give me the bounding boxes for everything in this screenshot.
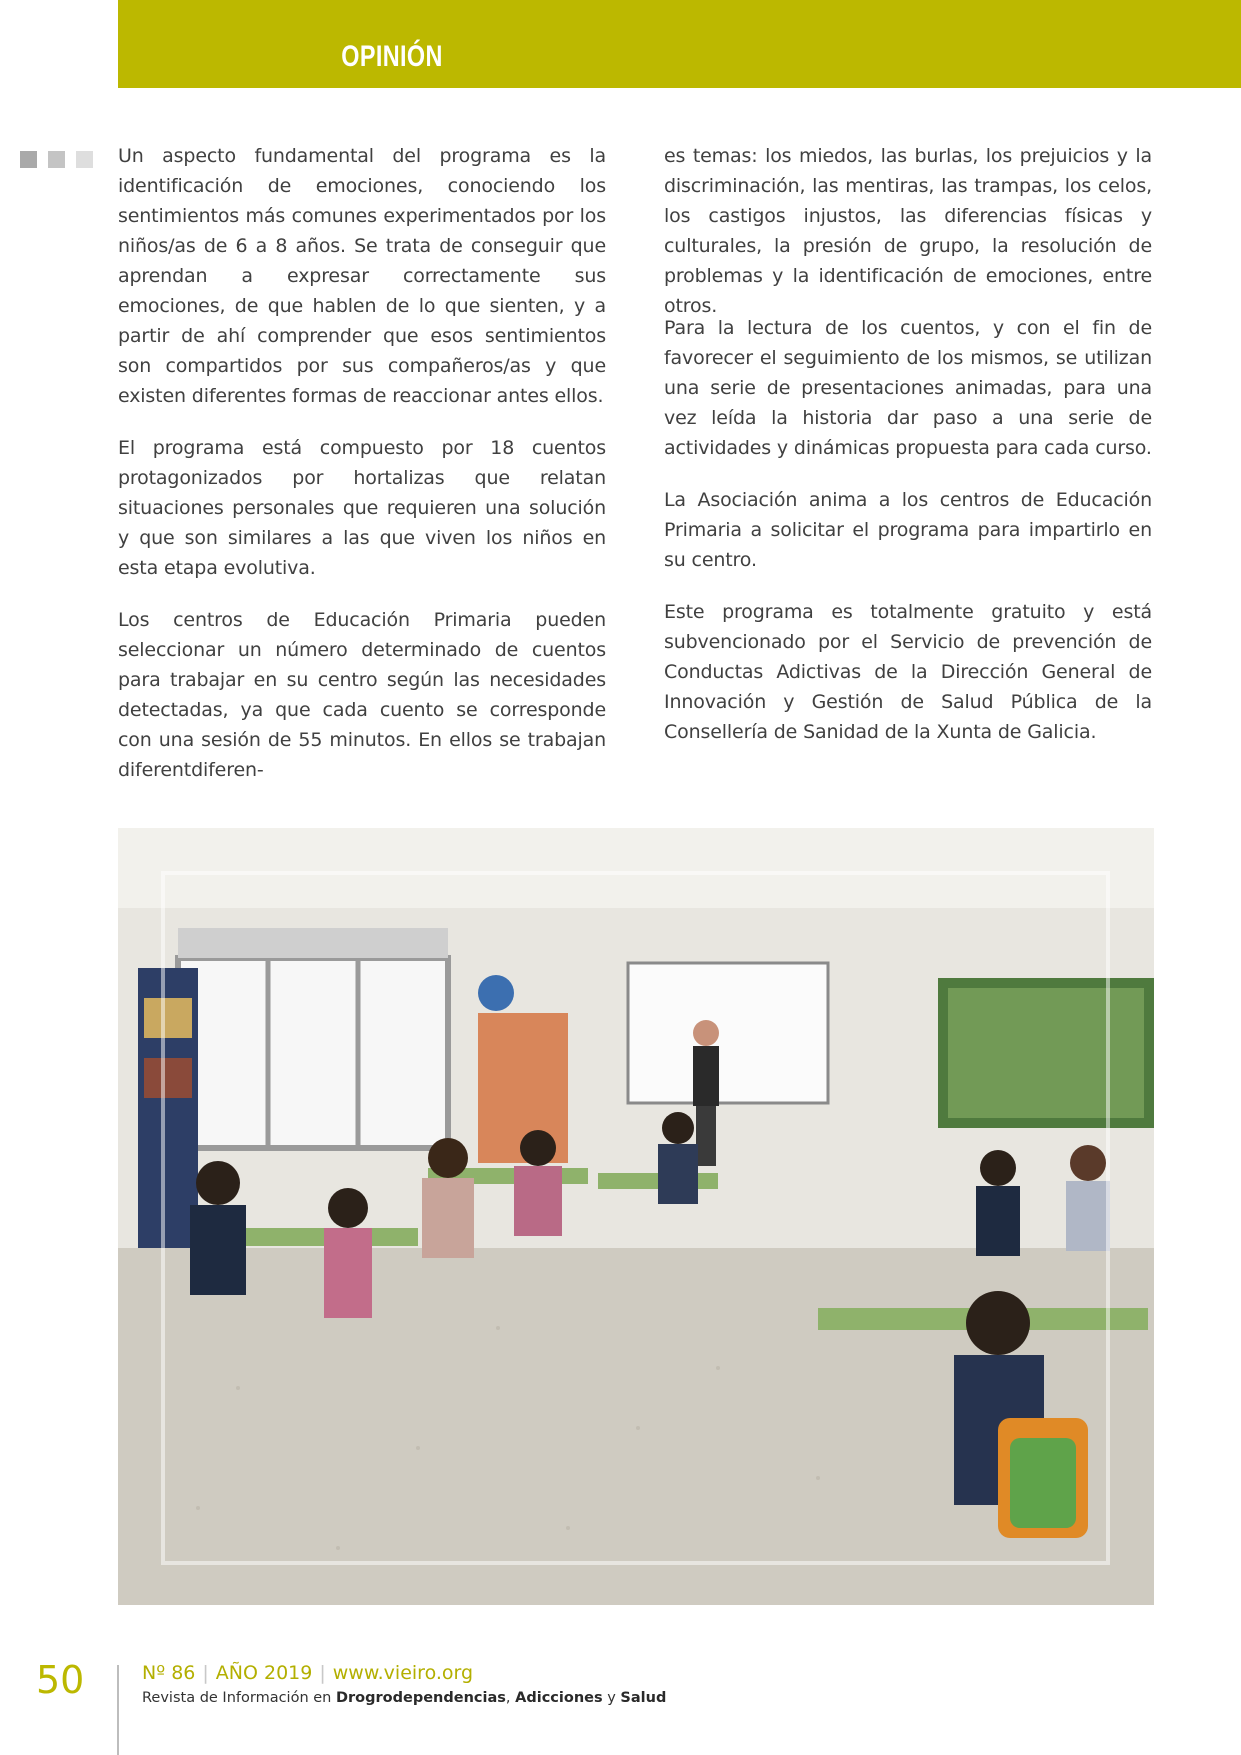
tagline-text: y bbox=[607, 1690, 616, 1706]
header-band bbox=[118, 0, 1241, 88]
paragraph: La Asociación anima a los centros de Educación Primaria a solicitar el programa para impartirlo en su centro. bbox=[664, 489, 1152, 571]
tagline-bold: Drogrodependencias bbox=[335, 1690, 506, 1706]
classroom-illustration bbox=[118, 828, 1154, 1605]
issue-year: AÑO 2019 bbox=[215, 1662, 313, 1684]
paragraph-continued: es temas: los miedos, las burlas, los prejuicios y la discriminación, las mentiras, las trampas, los celos, los castigos injustos, las diferencias físicas y culturales, la presión de grupo, la resolución de problemas y la identificación de emociones, entre otros. bbox=[664, 145, 1152, 317]
tagline-bold: Salud bbox=[620, 1690, 667, 1706]
section-title: OPINIÓN bbox=[341, 40, 443, 73]
paragraph: Para la lectura de los cuentos, y con el fin de favorecer el seguimiento de los mismos, se utilizan una serie de presentaciones animadas, para una vez leída la historia dar paso a una serie de actividades y dinámicas propuesta para cada curso. bbox=[664, 317, 1152, 459]
tagline-bold: Adicciones bbox=[515, 1690, 603, 1706]
footer-tagline bbox=[142, 1690, 666, 1706]
square-icon bbox=[76, 151, 93, 168]
issue-number: Nº 86 bbox=[142, 1662, 196, 1684]
tagline-comma: , bbox=[505, 1690, 511, 1706]
footer-divider bbox=[117, 1665, 119, 1755]
classroom-photo bbox=[118, 828, 1154, 1605]
paragraph: Un aspecto fundamental del programa es la identificación de emociones, conociendo los sentimientos más comunes experimentados por los niños/as de 6 a 8 años. Se trata de conseguir que aprendan a expresar correctamente sus emociones, de que hablen de lo que sienten, y a partir de ahí comprender que esos sentimientos son compartidos por sus compañeros/as y que existen diferentes formas de reaccionar antes ellos. bbox=[118, 145, 606, 407]
right-column bbox=[664, 141, 1152, 769]
tagline-text: Revista de Información en bbox=[142, 1690, 332, 1706]
decorative-squares bbox=[20, 151, 93, 168]
square-icon bbox=[48, 151, 65, 168]
page-number: 50 bbox=[36, 1658, 85, 1702]
paragraph: Los centros de Educación Primaria pueden seleccionar un número determinado de cuentos para trabajar en su centro según las necesidades detectadas, ya que cada cuento se corresponde con una sesión de 55 minutos. En ellos se trabajan diferentdiferen- bbox=[118, 609, 606, 781]
paragraph: Este programa es totalmente gratuito y está subvencionado por el Servicio de prevención de Conductas Adictivas de la Dirección General de Innovación y Gestión de Salud Pública de la Consellería de Sanidad de la Xunta de Galicia. bbox=[664, 601, 1152, 743]
square-icon bbox=[20, 151, 37, 168]
paragraph: El programa está compuesto por 18 cuentos protagonizados por hortalizas que relatan situaciones personales que requieren una solución y que son similares a las que viven los niños en esta etapa evolutiva. bbox=[118, 437, 606, 579]
footer-issue-line: Nº 86 | AÑO 2019 | www.vieiro.org bbox=[142, 1662, 474, 1684]
left-column bbox=[118, 141, 606, 781]
website-link[interactable]: www.vieiro.org bbox=[332, 1662, 474, 1684]
